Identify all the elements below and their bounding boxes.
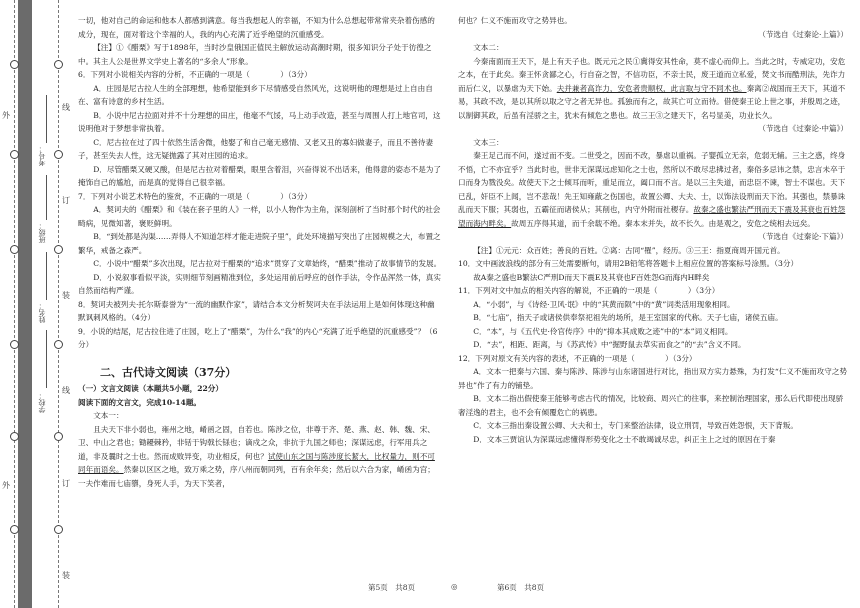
q7-option-b: B．“到处都是沟渠……弄得人不知道怎样才能走进院子里”，此处环境描写突出了庄园规模之大，布置之繁华，戒备之森严。	[78, 232, 441, 255]
text-1-part: 然秦以区区之地，致万乘之势，序八州而朝同列，百有余年矣；然后以六合为家，崤函为宫；一夫作难而七庙隳，身死人手，为天下笑者，	[78, 465, 435, 488]
class-field[interactable]	[46, 175, 47, 220]
page-5-column	[78, 14, 442, 490]
class-label: 班级：	[38, 222, 46, 243]
subsection-title: （一）文言文阅读（本题共5小题，22分）	[78, 384, 223, 393]
binding-strip	[18, 0, 32, 608]
binding-hole	[54, 432, 63, 441]
text-1-label: 文本一：	[93, 411, 124, 420]
binding-hole	[10, 525, 19, 534]
text-3-body	[458, 149, 848, 230]
text-3-part: 秦王足己而不问，遂过而不变。二世受之，因而不改，暴虐以重祸。子婴孤立无亲，危弱无辅。三主之惑，终身不悟，亡不亦宜乎？当此时也，世非无深谋远虑知化之士也，然所以不敢尽忠拂过者，秦俗多忌讳之禁，忠言未卒于口而身为戮没矣。故使天下之士倾耳而听，重足而立，阖口而不言。是以三主失道，而忠臣不谏，智士不谋也。天下已乱，奸臣不上闻，岂不悲哉！先王知雍蔽之伤国也，故置公卿、大夫、士，以饰法设刑而天下治。其强也，禁暴诛乱而天下服；其弱也，五霸征而诸侯从；其削也，内守外附而社稷存。	[458, 151, 846, 214]
source-1: （节选自《过秦论·上篇》）	[758, 29, 848, 39]
binding-hole	[54, 340, 63, 349]
binding-hole	[54, 245, 63, 254]
q12-option-b: B．文本二指出假使秦王能够考虑古代的情况，比较商、周兴亡的往事，来控制治理国家，那么后代即使出现骄奢淫逸的君主，也不会有倾覆危亡的祸患。	[458, 394, 844, 417]
story-ending-paragraph: 一切，他对自己的命运和他本人都感到满意。每当我想起人的幸福，不知为什么总想起带常常夹杂着伤感的成分，现在，面对着这个幸福的人，我的内心充满了近乎绝望的沉重感受。	[78, 16, 435, 39]
q11-option-a: A．“小弱”，与《诗经·卫风·氓》中的“其黄而陨”中的“黄”词类活用现象相同。	[473, 299, 735, 309]
text-2-label: 文本二：	[473, 43, 504, 52]
name-label: 姓名：	[38, 302, 46, 323]
binding-hole	[10, 245, 19, 254]
binding-char: 线	[62, 103, 70, 112]
binding-hole	[54, 525, 63, 534]
q11-option-b: B．“七庙”，指天子或诸侯供奉祭祀祖先的场所，是王室国家的代称。天子七庙，诸侯五庙。	[473, 313, 783, 322]
q11-option-c: C．“本”，与《五代史·伶官传序》中的“抑本其成败之迹”中的“本”词义相同。	[473, 326, 733, 336]
q6-option-c: C．尼古拉在过了四十依然生活舍微，他娶了和自己毫无感情、又老又丑的寡妇做妻子，而且不善待妻子，甚至失去人性，这无疑抛露了其对庄园的追求。	[78, 137, 434, 160]
section-title: 二、古代诗文阅读（37分）	[100, 365, 237, 379]
binding-char: 外	[2, 481, 10, 490]
page-6-column	[458, 14, 848, 446]
binding-hole	[10, 150, 19, 159]
question-9: 9．小说的结尾，尼古拉住进了庄园，吃上了“醋栗”，为什么“我”的内心“充满了近乎绝望的沉重感受”？（6分）	[78, 326, 438, 349]
binding-char: 装	[62, 571, 70, 580]
q6-option-b: B．小说中尼古拉面对并不十分理想的田庄，他毫不气馁，马上动手改造，甚至与周围人打上地官司，这说明他对于梦想非常执着。	[78, 110, 441, 133]
page-number-left: 第5页 共8页	[368, 583, 416, 592]
binding-char: 订	[62, 196, 70, 205]
page-center-mark: ◎	[451, 582, 458, 591]
binding-margin	[0, 0, 70, 608]
q12-option-c: C．文本三指出秦设置公卿、大夫和士，专门来整治法律，设立刑罚，导致百姓怨恨，天下背叛。	[473, 421, 798, 430]
text-2-underlined: 夫并兼者高诈力，安危者贵顺权，此言取与守不同术也。	[556, 83, 747, 93]
exam-number-field[interactable]	[46, 95, 47, 143]
binding-char: 装	[62, 291, 70, 300]
binding-char: 订	[62, 479, 70, 488]
binding-hole	[10, 340, 19, 349]
text-1-part: 且夫天下非小弱也，雍州之地，崤函之固，自若也。陈涉之位，非尊于齐、楚、燕、赵、韩、魏、宋、卫、中山之君也；锄耰棘矜，非铦于钩戟长铩也；谪戍之众，非抗于九国之师也；深谋远虑，行军用兵之道，非及曩时之士也。然而成败异变，功业相反，何也？	[78, 424, 435, 461]
text-3-wavy-underlined: 故秦之盛也繁法严刑而天下震及其衰也百姓怨望而海内畔矣。	[458, 205, 846, 228]
q12-option-a: A．文本一把秦与六国、秦与陈涉、陈涉与山东诸国进行对比，指出双方实力悬殊，为打发“仁义不施而攻守之势异也”作了有力的铺垫。	[458, 367, 848, 390]
school-label: 学校：	[38, 392, 46, 413]
binding-hole	[54, 60, 63, 69]
q12-option-d: D．文本三贾谊认为深谋远虑懂得形势变化之士不敢竭诚尽忠，纠正主上之过的原因在于秦	[473, 434, 776, 444]
page-number-right: 第6页 共8页	[497, 583, 545, 592]
question-8: 8．契诃夫被列夫·托尔斯泰誉为“一流的幽默作家”，请结合本文分析契诃夫在手法运用上是如何体现这种幽默讽刺风格的。（4分）	[78, 299, 435, 322]
school-field[interactable]	[46, 330, 47, 388]
name-field[interactable]	[46, 252, 47, 300]
q7-option-d: D．小说叙事看似平淡，实则细节刻画精准到位，多处运用前后呼应的创作手法，令作品浑然一体，真实自然而结构严谨。	[78, 272, 441, 295]
outer-dash-line	[14, 0, 15, 608]
source-2: （节选自《过秦论·中篇》）	[758, 124, 848, 133]
binding-char: 线	[62, 386, 70, 395]
question-12: 12．下列对原文有关内容的表述，不正确的一项是（ ）（3分）	[458, 353, 697, 363]
text-3-part: 故周五序得其道，而千余载不绝。秦本末并失，故不长久。由是观之，安危之统相去远矣。	[511, 218, 815, 228]
text-2-part: 秦离②战国而王天下，其道不易，其政不改，是以其所以取之守之者无异也。孤独而有之，故其亡可立而待。借使秦王论上世之事，并殷周之迹，以制御其政，后虽有淫骄之主，犹未有倾危之患也。故三王③之建天下，名号显美，功业长久。	[458, 83, 846, 120]
question-11: 11．下列对文中加点的相关内容的解说，不正确的一项是（ ）（3分）	[458, 286, 720, 295]
inner-dash-line	[58, 0, 59, 608]
text-1-underlined: 试使山东之国与陈涉度长絜大，比权量力，则不可同年而语矣。	[78, 451, 435, 474]
text-1-body	[78, 423, 442, 491]
question-6: 6．下列对小说相关内容的分析，不正确的一项是（ ）（3分）	[78, 70, 312, 79]
binding-char: 外	[2, 111, 10, 120]
q10-options: 故A秦之盛也B繁法C严刑D而天下震E及其衰也F百姓怨G而海内H畔矣	[473, 272, 710, 282]
story-note: 【注】①《醋栗》写于1898年，当时沙皇俄国正值民主解放运动高潮时期，很多知识分子处于彷徨之中。其主人公是世界文学史上著名的“多余人”形象。	[78, 43, 432, 66]
q7-option-a: A．契诃夫的《醋栗》和《装在套子里的人》一样，以小人物作为主角，深刻剖析了当时那个时代的社会畸病，见微知著，褒贬鲜明。	[78, 205, 441, 228]
q11-option-d: D．“去”，相距、距离，与《苏武传》中“掘野鼠去草实而食之”的“去”含义不同。	[473, 340, 746, 349]
question-7: 7．下列对小说艺术特色的鉴赏，不正确的一项是（ ）（3分）	[78, 191, 312, 201]
annotation-note: 【注】①元元：众百姓；善良的百姓。②离：古同“罹”，经历。③三王：指夏商周开国元首。	[473, 245, 785, 255]
exam-number-label: 考号：	[38, 145, 46, 166]
text-2-body	[458, 55, 848, 123]
question-10: 10．文中画波浪线的部分有三处需要断句，请用2B铅笔将答题卡上相应位置的答案标号涂黑。（3分）	[458, 259, 799, 268]
q6-option-d: D．尽管醋栗又硬又酸，但是尼古拉对着醋栗，眼里含着泪，兴奋得说不出话来，他得意的姿态不是为了掩饰自己的尴尬，而是真的觉得自己很幸福。	[78, 164, 441, 187]
text-3-label: 文本三：	[473, 137, 504, 147]
q6-option-a: A．庄园是尼古拉人生的全部理想，他希望能到乡下尽情感受自然风光，这说明他的理想是过上自由自在、富有诗意的乡村生活。	[78, 83, 433, 106]
q7-option-c: C．小说中“醋栗”多次出现，尼古拉对于醋栗的“追求”贯穿了文章始终，“醋栗”推动了故事情节的发展。	[93, 259, 442, 268]
binding-hole	[10, 432, 19, 441]
text-1-ending: 何也？仁义不施而攻守之势异也。	[458, 16, 572, 25]
binding-hole	[54, 150, 63, 159]
binding-hole	[10, 60, 19, 69]
reading-instruction: 阅读下面的文言文，完成10-14题。	[78, 397, 202, 407]
source-3: （节选自《过秦论·下篇》）	[758, 232, 848, 241]
text-2-part: 今秦南面而王天下，是上有天子也。既元元之民①冀得安其性命，莫不虚心而仰上。当此之时，专威定功，安危之本，在于此矣。秦王怀贪鄙之心，行自奋之智，不信功臣，不亲士民，废王道而立私爱，焚文书而酷刑法，先诈力而后仁义，以暴虐为天下始。	[458, 56, 846, 93]
